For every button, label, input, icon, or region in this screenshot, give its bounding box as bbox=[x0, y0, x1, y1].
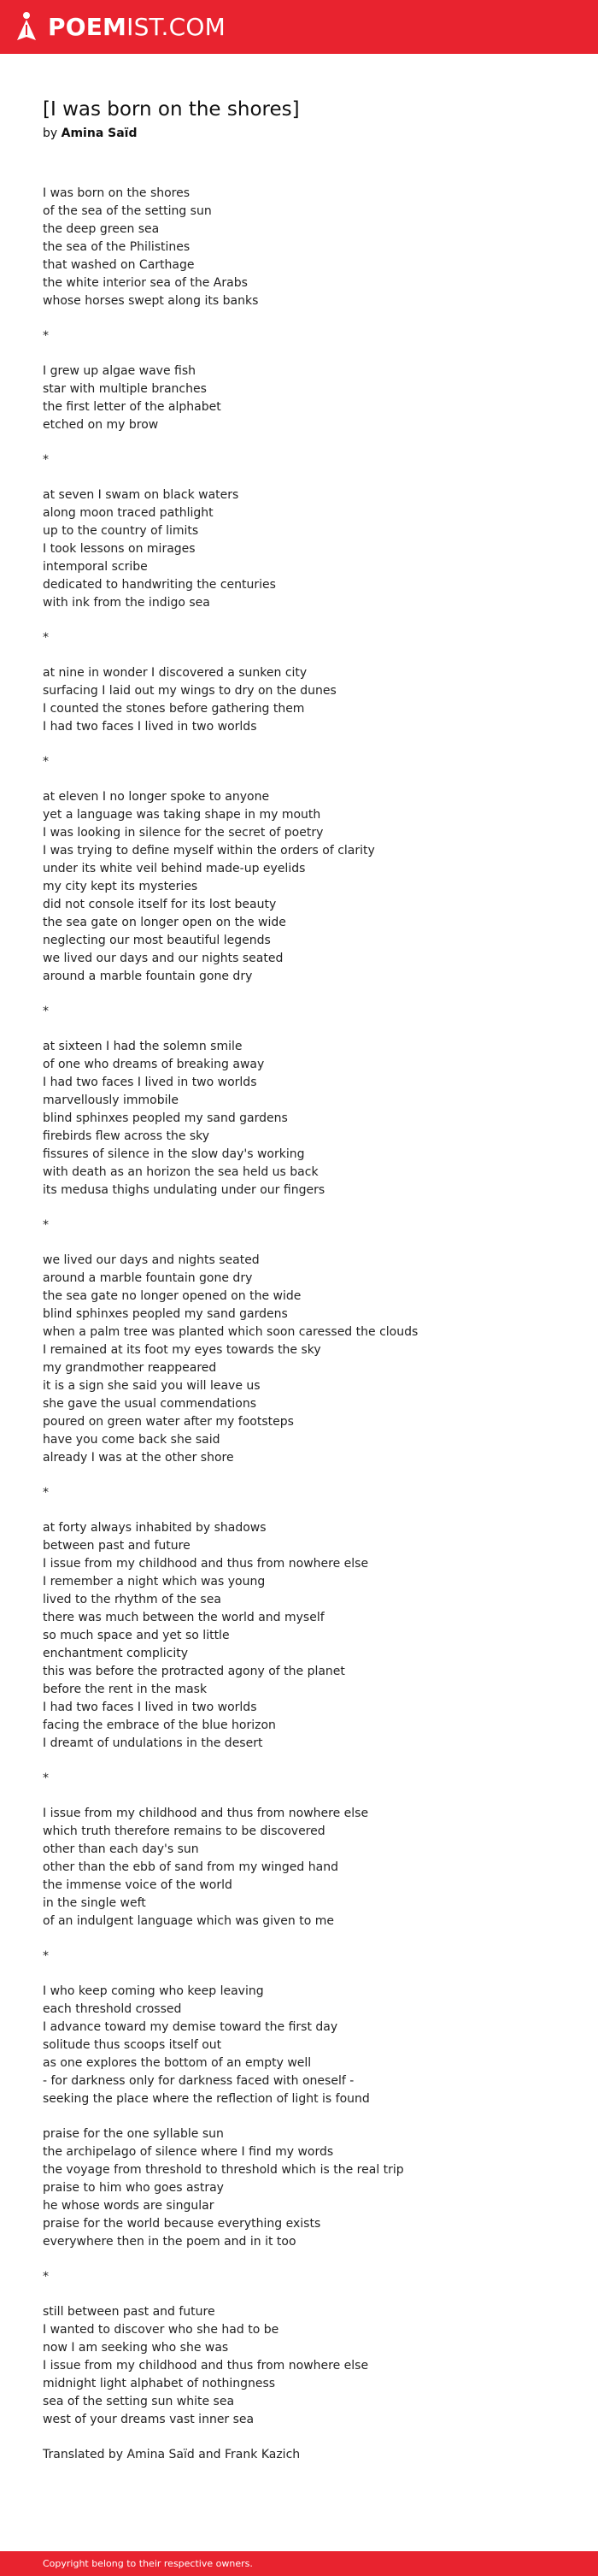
poem-line: my grandmother reappeared bbox=[43, 1361, 217, 1375]
stanza-separator: * bbox=[43, 1218, 49, 1232]
poem-line: have you come back she said bbox=[43, 1433, 220, 1447]
stanza bbox=[43, 2125, 572, 2251]
poem-line: I had two faces I lived in two worlds bbox=[43, 720, 257, 734]
poem-line: I remember a night which was young bbox=[43, 1575, 266, 1589]
poem-line: poured on green water after my footsteps bbox=[43, 1415, 294, 1429]
poem-line: I was looking in silence for the secret of poetry bbox=[43, 826, 324, 840]
poem-line: dedicated to handwriting the centuries bbox=[43, 578, 276, 592]
site-header bbox=[0, 0, 598, 54]
poem-line: facing the embrace of the blue horizon bbox=[43, 1718, 276, 1732]
poem-line: he whose words are singular bbox=[43, 2199, 214, 2213]
poem-line: seeking the place where the reflection of light is found bbox=[43, 2092, 370, 2106]
poem-line: blind sphinxes peopled my sand gardens bbox=[43, 1111, 288, 1125]
poem-line: the archipelago of silence where I find my words bbox=[43, 2145, 334, 2159]
stanza-separator: * bbox=[43, 329, 49, 343]
poem-line: we lived our days and our nights seated bbox=[43, 952, 284, 965]
poem-line: I had two faces I lived in two worlds bbox=[43, 1701, 257, 1714]
poem-line: whose horses swept along its banks bbox=[43, 294, 259, 308]
poem-line: so much space and yet so little bbox=[43, 1629, 230, 1642]
stanza bbox=[43, 788, 572, 986]
poem-line: of one who dreams of breaking away bbox=[43, 1058, 265, 1071]
poem-line: around a marble fountain gone dry bbox=[43, 970, 253, 983]
poem-line: midnight light alphabet of nothingness bbox=[43, 2377, 276, 2390]
stanza bbox=[43, 664, 572, 736]
site-logo[interactable] bbox=[48, 12, 226, 41]
stanza bbox=[43, 1519, 572, 1753]
poem-line: this was before the protracted agony of the planet bbox=[43, 1665, 345, 1678]
poem-line: under its white veil behind made-up eyelids bbox=[43, 862, 306, 875]
byline bbox=[43, 125, 572, 142]
poem-line: around a marble fountain gone dry bbox=[43, 1271, 253, 1285]
poem-line: I took lessons on mirages bbox=[43, 542, 196, 556]
stanza-separator: * bbox=[43, 2270, 49, 2284]
poem-line: she gave the usual commendations bbox=[43, 1397, 257, 1411]
poem-line: praise to him who goes astray bbox=[43, 2181, 224, 2195]
poem-line: in the single weft bbox=[43, 1896, 146, 1910]
logo-text-thin: IST.COM bbox=[126, 12, 226, 41]
poem-line: lived to the rhythm of the sea bbox=[43, 1593, 221, 1606]
poem-line: yet a language was taking shape in my mouth bbox=[43, 808, 321, 822]
site-footer bbox=[0, 2551, 598, 2576]
poem-line: etched on my brow bbox=[43, 418, 159, 432]
poem-line: other than each day's sun bbox=[43, 1842, 199, 1856]
by-label: by bbox=[43, 127, 58, 140]
poem-line: the first letter of the alphabet bbox=[43, 400, 221, 414]
poem-line: I had two faces I lived in two worlds bbox=[43, 1076, 257, 1089]
poem-line: still between past and future bbox=[43, 2305, 215, 2319]
poem-line: at seven I swam on black waters bbox=[43, 488, 239, 502]
stanza-separator: * bbox=[43, 631, 49, 645]
poem-line: it is a sign she said you will leave us bbox=[43, 1379, 261, 1393]
author-link[interactable]: Amina Saïd bbox=[61, 127, 138, 140]
poem-line: - for darkness only for darkness faced with oneself - bbox=[43, 2074, 355, 2088]
poem-line: before the rent in the mask bbox=[43, 1683, 208, 1696]
poem-body bbox=[43, 185, 572, 2429]
poem-line: the voyage from threshold to threshold which is the real trip bbox=[43, 2163, 404, 2177]
stanza bbox=[43, 1805, 572, 1931]
poem-line: up to the country of limits bbox=[43, 524, 199, 538]
poem-line: I dreamt of undulations in the desert bbox=[43, 1736, 263, 1750]
stanza-separator: * bbox=[43, 1771, 49, 1785]
poem-line: surfacing I laid out my wings to dry on the dunes bbox=[43, 684, 337, 698]
poem-line: I was born on the shores bbox=[43, 186, 191, 200]
poem-line: which truth therefore remains to be discovered bbox=[43, 1824, 325, 1838]
poem-line: when a palm tree was planted which soon caressed the clouds bbox=[43, 1325, 419, 1339]
poem-line: I issue from my childhood and thus from nowhere else bbox=[43, 2359, 369, 2373]
poem-line: I issue from my childhood and thus from nowhere else bbox=[43, 1557, 369, 1571]
poem-line: the sea gate on longer open on the wide bbox=[43, 916, 286, 929]
stanza bbox=[43, 486, 572, 612]
poem-line: at forty always inhabited by shadows bbox=[43, 1521, 267, 1535]
poem-line: sea of the setting sun white sea bbox=[43, 2395, 235, 2408]
poem-line: intemporal scribe bbox=[43, 560, 148, 574]
poem-line: we lived our days and nights seated bbox=[43, 1253, 260, 1267]
poem-line: its medusa thighs undulating under our fingers bbox=[43, 1183, 325, 1197]
poem-line: with death as an horizon the sea held us back bbox=[43, 1165, 319, 1179]
poem-line: at eleven I no longer spoke to anyone bbox=[43, 790, 270, 804]
poem-line: of an indulgent language which was given to me bbox=[43, 1914, 334, 1928]
poem-line: I remained at its foot my eyes towards the sky bbox=[43, 1343, 321, 1357]
poem-line: I grew up algae wave fish bbox=[43, 364, 196, 378]
poem-line: did not console itself for its lost beauty bbox=[43, 898, 277, 911]
poem-line: I issue from my childhood and thus from nowhere else bbox=[43, 1807, 369, 1820]
stanza-separator: * bbox=[43, 1949, 49, 1963]
poem-line: the deep green sea bbox=[43, 222, 160, 236]
stanza-separator: * bbox=[43, 755, 49, 769]
poem-line: solitude thus scoops itself out bbox=[43, 2038, 222, 2052]
stanza bbox=[43, 185, 572, 310]
poem-line: everywhere then in the poem and in it too bbox=[43, 2235, 296, 2249]
poem-line: the white interior sea of the Arabs bbox=[43, 276, 248, 290]
stanza-separator: * bbox=[43, 453, 49, 467]
pen-nib-icon[interactable] bbox=[15, 11, 38, 44]
poem-line: I counted the stones before gathering them bbox=[43, 702, 305, 716]
translator-note: Translated by Amina Saïd and Frank Kazich bbox=[43, 2448, 301, 2461]
poem-line: that washed on Carthage bbox=[43, 258, 195, 272]
stanza bbox=[43, 363, 572, 434]
stanza-separator: * bbox=[43, 1486, 49, 1500]
copyright-text: Copyright belong to their respective owners. bbox=[43, 2558, 253, 2569]
poem-line: between past and future bbox=[43, 1539, 191, 1553]
poem-line: each threshold crossed bbox=[43, 2002, 182, 2016]
poem-line: along moon traced pathlight bbox=[43, 506, 214, 520]
poem-line: fissures of silence in the slow day's working bbox=[43, 1147, 305, 1161]
poem-line: praise for the one syllable sun bbox=[43, 2127, 224, 2141]
poem-line: the sea gate no longer opened on the wide bbox=[43, 1289, 302, 1303]
poem-line: of the sea of the setting sun bbox=[43, 204, 212, 218]
poem-title: [I was born on the shores] bbox=[43, 98, 300, 121]
poem-line: praise for the world because everything exists bbox=[43, 2217, 321, 2231]
poem-line: firebirds flew across the sky bbox=[43, 1129, 210, 1143]
stanza bbox=[43, 1038, 572, 1200]
stanza bbox=[43, 1983, 572, 2108]
poem-line: as one explores the bottom of an empty well bbox=[43, 2056, 312, 2070]
poem-line: I advance toward my demise toward the first day bbox=[43, 2020, 338, 2034]
poem-line: enchantment complicity bbox=[43, 1647, 188, 1660]
poem-line: west of your dreams vast inner sea bbox=[43, 2413, 255, 2426]
poem-line: there was much between the world and myself bbox=[43, 1611, 325, 1624]
poem-line: the immense voice of the world bbox=[43, 1878, 232, 1892]
poem-line: star with multiple branches bbox=[43, 382, 207, 396]
poem-line: I was trying to define myself within the orders of clarity bbox=[43, 844, 375, 858]
stanza bbox=[43, 2303, 572, 2429]
poem-line: neglecting our most beautiful legends bbox=[43, 934, 271, 947]
poem-line: I wanted to discover who she had to be bbox=[43, 2323, 279, 2337]
poem-line: marvellously immobile bbox=[43, 1093, 179, 1107]
stanza-separator: * bbox=[43, 1005, 49, 1018]
poem-line: at nine in wonder I discovered a sunken city bbox=[43, 666, 308, 680]
poem-line: at sixteen I had the solemn smile bbox=[43, 1040, 243, 1053]
poem-line: blind sphinxes peopled my sand gardens bbox=[43, 1307, 288, 1321]
stanza bbox=[43, 1252, 572, 1467]
poem-content bbox=[43, 96, 572, 2464]
poem-line: my city kept its mysteries bbox=[43, 880, 198, 893]
poem-line: I who keep coming who keep leaving bbox=[43, 1984, 264, 1998]
poem-line: with ink from the indigo sea bbox=[43, 596, 210, 610]
poem-line: other than the ebb of sand from my winged hand bbox=[43, 1860, 338, 1874]
logo-text-bold: POEM bbox=[48, 12, 127, 41]
poem-line: already I was at the other shore bbox=[43, 1451, 234, 1465]
poem-line: the sea of the Philistines bbox=[43, 240, 191, 254]
poem-line: now I am seeking who she was bbox=[43, 2341, 229, 2355]
